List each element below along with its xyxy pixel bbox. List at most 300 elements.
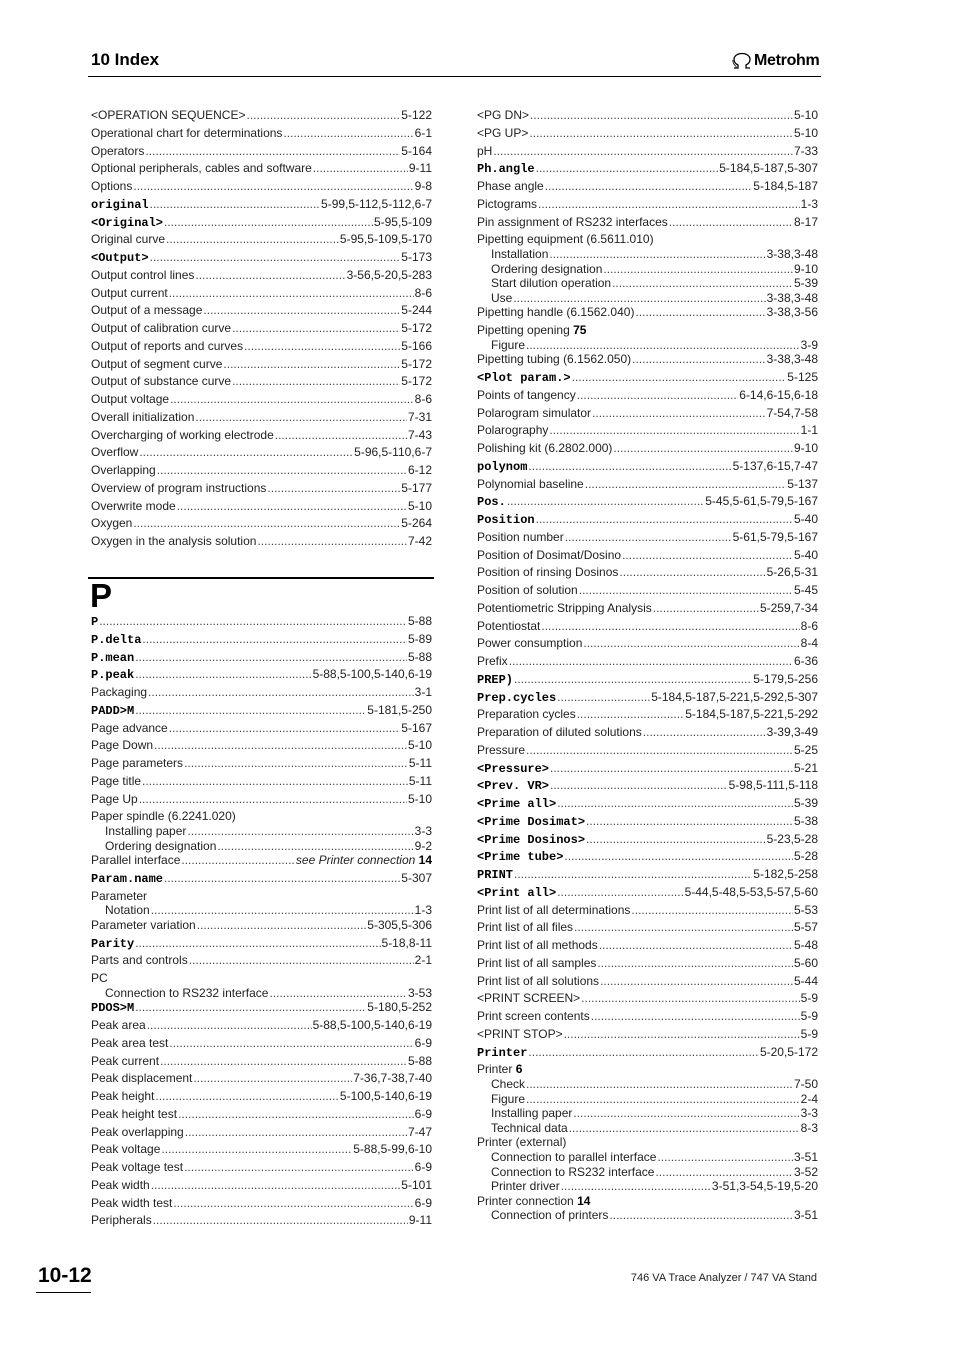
index-term: Output of a message — [91, 303, 203, 318]
index-heading-term: Printer — [477, 1062, 513, 1077]
page-reference: 3-3 — [800, 1106, 818, 1121]
index-term: Overview of program instructions — [91, 480, 267, 495]
page-reference: 7-36,7-38,7-40 — [353, 1071, 432, 1086]
index-term: Peak voltage — [91, 1142, 161, 1157]
dot-leader — [577, 388, 739, 402]
index-entry — [477, 126, 818, 140]
index-entry — [477, 991, 818, 1005]
index-entry — [477, 512, 818, 527]
index-entry — [91, 1160, 432, 1174]
index-term: Potentiometric Stripping Analysis — [477, 600, 652, 615]
page-reference: 3-9 — [800, 337, 818, 352]
index-entry — [491, 247, 818, 261]
index-entry — [491, 262, 818, 276]
page-number: 10-12 — [38, 1264, 92, 1287]
index-term: Peak width test — [91, 1195, 173, 1210]
dot-leader — [507, 494, 704, 508]
page-reference: 5-167 — [401, 720, 432, 735]
index-term: Polynomial baseline — [477, 476, 584, 491]
index-term: Installing paper — [491, 1106, 573, 1121]
dot-leader — [586, 832, 766, 846]
page-reference: 7-50 — [793, 1077, 818, 1091]
page-reference: 5-122 — [401, 108, 432, 122]
index-entry — [91, 1178, 432, 1192]
index-entry — [491, 276, 818, 290]
dot-leader — [181, 853, 295, 867]
index-term: Parity — [91, 936, 135, 951]
dot-leader — [583, 636, 799, 650]
page-reference: 7-54,7-58 — [766, 405, 818, 420]
index-term: Peak height test — [91, 1106, 178, 1121]
dot-leader — [154, 738, 407, 752]
index-term: Peak height — [91, 1089, 155, 1104]
index-term: Page Up — [91, 791, 138, 806]
index-term: Original curve — [91, 232, 166, 247]
index-term: <Prev. VR> — [477, 779, 550, 794]
index-term: <Prime tube> — [477, 850, 564, 865]
page-reference: 8-3 — [800, 1120, 818, 1135]
page-reference: 7-33 — [793, 143, 818, 158]
page-reference: 9-11 — [408, 161, 432, 176]
index-entry — [91, 667, 432, 682]
index-term: Param.name — [91, 871, 164, 886]
index-term: Print list of all methods — [477, 938, 598, 952]
page-reference: 5-305,5-306 — [367, 917, 432, 932]
dot-leader — [189, 953, 414, 967]
index-heading — [91, 809, 236, 823]
dot-leader — [509, 654, 793, 668]
page-reference: 3-51 — [793, 1149, 818, 1164]
page-reference: see Printer connection 14 — [295, 853, 432, 868]
index-entry — [91, 463, 432, 477]
dot-leader — [528, 459, 731, 473]
dot-leader — [173, 1196, 413, 1210]
page-reference: 5-125 — [787, 370, 818, 384]
index-term: Page advance — [91, 720, 168, 735]
page-reference: 9-11 — [408, 1213, 432, 1228]
dot-leader — [195, 410, 407, 424]
index-entry — [91, 516, 432, 530]
dot-leader — [536, 512, 793, 526]
dot-leader — [164, 871, 400, 885]
dot-leader — [184, 1160, 414, 1174]
index-term: PDOS>M — [91, 1001, 135, 1016]
dot-leader — [193, 1071, 352, 1085]
page-reference: 5-173 — [401, 250, 432, 264]
index-entry — [477, 903, 818, 917]
index-entry — [91, 703, 432, 718]
index-term: Overwrite mode — [91, 498, 176, 513]
index-entry — [477, 459, 818, 474]
page-reference: 6-12 — [407, 463, 432, 477]
page-reference: 9-10 — [793, 261, 818, 276]
index-entry — [491, 1165, 818, 1179]
dot-leader — [232, 321, 400, 335]
page-reference: 5-10 — [793, 125, 818, 140]
index-term: Print list of all samples — [477, 955, 597, 970]
dot-leader — [514, 867, 752, 881]
page-reference: 3-39,3-49 — [766, 725, 818, 739]
index-term: Output voltage — [91, 392, 170, 406]
dot-leader — [549, 423, 799, 437]
index-heading — [477, 323, 586, 337]
dot-leader — [536, 161, 719, 175]
dot-leader — [197, 918, 367, 932]
index-entry — [91, 499, 432, 513]
index-entry — [477, 565, 818, 579]
index-entry — [91, 268, 432, 282]
index-entry — [91, 918, 432, 932]
dot-leader — [622, 548, 793, 562]
dot-leader — [195, 268, 345, 282]
index-term: Peripherals — [91, 1213, 152, 1228]
index-entry — [477, 743, 818, 757]
index-entry — [91, 774, 432, 788]
index-entry — [91, 738, 432, 752]
index-term: Polarography — [477, 423, 549, 438]
page-reference: 5-9 — [800, 991, 818, 1006]
dot-leader — [603, 262, 793, 276]
index-term: Peak voltage test — [91, 1160, 184, 1175]
index-entry — [477, 885, 818, 900]
index-term: Phase angle — [477, 179, 544, 193]
index-entry — [91, 392, 432, 406]
index-heading-term: PC — [91, 971, 108, 986]
index-term: Print list of all solutions — [477, 973, 600, 988]
index-term: <PRINT SCREEN> — [477, 991, 581, 1006]
page-reference: 5-259,7-34 — [759, 600, 818, 615]
index-term: Oxygen in the analysis solution — [91, 534, 257, 548]
page-reference: 1-3 — [414, 903, 432, 918]
dot-leader — [526, 338, 800, 352]
index-entry — [477, 548, 818, 562]
index-entry — [477, 832, 818, 847]
index-heading — [477, 1062, 522, 1076]
index-term: Peak overlapping — [91, 1124, 184, 1139]
index-term: Parameter variation — [91, 917, 196, 932]
page-reference: 8-6 — [800, 618, 818, 633]
dot-leader — [257, 534, 407, 548]
page-reference: 5-88,5-100,5-140,6-19 — [312, 1018, 432, 1033]
page-reference: 5-181,5-250 — [367, 702, 432, 717]
page-reference: 6-9 — [414, 1160, 432, 1175]
dot-leader — [313, 161, 408, 175]
index-entry — [91, 357, 432, 371]
index-term: Options — [91, 179, 133, 193]
index-entry — [91, 1107, 432, 1121]
dot-leader — [275, 428, 407, 442]
page-reference: 3-53 — [407, 985, 432, 1000]
index-entry — [477, 352, 818, 366]
dot-leader — [169, 286, 414, 300]
page-reference: 1-3 — [800, 196, 818, 211]
page-reference: 5-26,5-31 — [766, 565, 818, 580]
index-term: <Original> — [91, 215, 164, 230]
page-reference: 6-9 — [414, 1106, 432, 1121]
page-reference: 5-10 — [793, 108, 818, 122]
dot-leader — [631, 903, 793, 917]
index-heading-term: Printer (external) — [477, 1135, 567, 1150]
index-term: Page Down — [91, 738, 154, 753]
page-reference: 3-38,3-48 — [766, 290, 818, 305]
page-reference: 5-88,5-100,5-140,6-19 — [312, 667, 432, 682]
index-heading-chapter: 14 — [577, 1193, 591, 1208]
index-heading-term: Pipetting equipment (6.5611.010) — [477, 232, 654, 247]
index-entry — [91, 374, 432, 388]
index-entry — [477, 441, 818, 455]
index-term: Power consumption — [477, 636, 583, 651]
index-entry — [477, 161, 818, 176]
dot-leader — [148, 685, 414, 699]
dot-leader — [267, 481, 400, 495]
index-term: Position of Dosimat/Dosino — [477, 547, 622, 562]
page-reference: 2-4 — [800, 1091, 818, 1106]
section-rule — [88, 577, 434, 579]
index-entry — [477, 956, 818, 970]
page-reference: 5-11 — [408, 756, 432, 770]
header-rule — [88, 76, 821, 77]
index-term: P.mean — [91, 650, 135, 665]
dot-leader — [581, 991, 800, 1005]
brand-logo — [732, 50, 824, 72]
index-heading-term: Paper spindle (6.2241.020) — [91, 809, 236, 824]
dot-leader — [579, 583, 793, 597]
dot-leader — [166, 232, 339, 246]
dot-leader — [184, 756, 408, 770]
dot-leader — [514, 672, 752, 686]
dot-leader — [133, 179, 413, 193]
page-reference: 5-9 — [800, 1026, 818, 1041]
index-term: Ordering designation — [491, 261, 603, 276]
index-heading-chapter: 6 — [515, 1062, 523, 1077]
index-entry — [477, 725, 818, 739]
index-term: Ph.angle — [477, 162, 535, 177]
index-term: Output control lines — [91, 267, 195, 282]
dot-leader — [613, 441, 793, 455]
page-reference: 6-36 — [793, 654, 818, 668]
index-term: original — [91, 197, 149, 212]
index-entry — [91, 179, 432, 193]
dot-leader — [591, 1009, 800, 1023]
dot-leader — [643, 725, 766, 739]
index-entry — [91, 1142, 432, 1156]
index-term: Output of reports and curves — [91, 338, 244, 353]
page-reference: 5-99,5-112,5-112,6-7 — [321, 196, 432, 211]
index-term: Pipetting handle (6.1562.040) — [477, 305, 635, 320]
dot-leader — [635, 305, 765, 319]
page-reference: 5-28 — [793, 849, 818, 864]
dot-leader — [574, 920, 793, 934]
dot-leader — [161, 1142, 352, 1156]
index-entry — [91, 1196, 432, 1210]
index-entry — [477, 636, 818, 650]
index-term: Overlapping — [91, 463, 156, 477]
index-entry — [477, 761, 818, 776]
index-entry — [491, 291, 818, 305]
index-entry — [491, 1092, 818, 1106]
page-reference: 5-38 — [793, 813, 818, 828]
dot-leader — [150, 250, 401, 264]
dot-leader — [142, 632, 407, 646]
dot-leader — [283, 126, 413, 140]
page-reference: 8-17 — [793, 214, 818, 229]
dot-leader — [232, 374, 400, 388]
page-reference: 5-179,5-256 — [753, 671, 818, 686]
index-term: Print list of all files — [477, 920, 574, 935]
page-reference: 5-137,6-15,7-47 — [732, 458, 818, 473]
dot-leader — [526, 1077, 793, 1091]
page-reference: 7-47 — [407, 1124, 432, 1139]
page-reference: 9-10 — [793, 441, 818, 455]
page-reference: 5-10 — [407, 738, 432, 753]
index-term: Peak area test — [91, 1035, 169, 1050]
index-term: Potentiostat — [477, 618, 541, 633]
page-reference: 5-10 — [407, 791, 432, 806]
page-reference: 5-11 — [408, 773, 432, 788]
index-term: polynom — [477, 459, 528, 474]
index-entry — [91, 685, 432, 699]
index-term: Pressure — [477, 742, 526, 757]
index-term: <Prime all> — [477, 797, 557, 811]
index-term: Peak displacement — [91, 1071, 193, 1086]
dot-leader — [612, 276, 793, 290]
dot-leader — [561, 1179, 711, 1193]
index-entry — [91, 1018, 432, 1032]
index-term: Page parameters — [91, 756, 184, 770]
index-entry — [477, 406, 818, 420]
index-entry — [91, 445, 432, 459]
index-entry — [91, 792, 432, 806]
dot-leader — [269, 986, 407, 1000]
index-term: Pictograms — [477, 196, 538, 211]
index-term: Polishing kit (6.2802.000) — [477, 441, 613, 455]
dot-leader — [577, 707, 685, 721]
page-reference: 5-101 — [401, 1177, 432, 1192]
index-entry — [491, 338, 818, 352]
page-reference: 6-14,6-15,6-18 — [739, 387, 818, 402]
index-term: <Pressure> — [477, 761, 550, 776]
page-reference: 5-177 — [401, 480, 432, 495]
index-term: Figure — [491, 1091, 526, 1106]
index-term: Optional peripherals, cables and software — [91, 161, 312, 176]
page-reference: 7-43 — [407, 427, 432, 442]
index-term: Packaging — [91, 685, 148, 699]
index-entry — [91, 1000, 432, 1015]
index-entry — [477, 583, 818, 597]
dot-leader — [541, 619, 799, 633]
index-entry — [477, 305, 818, 319]
index-term: PADD>M — [91, 703, 135, 718]
index-term: Output of calibration curve — [91, 321, 232, 335]
index-term: <Print all> — [477, 885, 557, 900]
index-entry — [477, 867, 818, 882]
index-entry — [105, 986, 432, 1000]
dot-leader — [493, 144, 793, 158]
index-entry — [491, 1106, 818, 1120]
page-reference: 1-1 — [800, 423, 818, 438]
index-term: P.peak — [91, 668, 135, 683]
page-reference: 8-4 — [800, 636, 818, 651]
index-term: Pipetting tubing (6.1562.050) — [477, 352, 632, 367]
index-term: Check — [491, 1077, 526, 1091]
dot-leader — [151, 903, 414, 917]
index-entry — [105, 824, 432, 838]
index-entry — [91, 321, 432, 335]
dot-leader — [244, 339, 400, 353]
page-header-title: 10 Index — [91, 50, 160, 69]
index-entry — [477, 974, 818, 988]
index-entry — [477, 707, 818, 721]
index-term: Overflow — [91, 445, 139, 460]
index-term: Preparation of diluted solutions — [477, 725, 642, 739]
index-entry — [91, 481, 432, 495]
index-entry — [91, 1036, 432, 1050]
dot-leader — [526, 743, 793, 757]
index-term: Preparation cycles — [477, 707, 576, 722]
dot-leader — [187, 824, 413, 838]
index-term: Page title — [91, 773, 142, 788]
index-term: Connection of printers — [491, 1208, 609, 1223]
page-reference: 5-88 — [407, 614, 432, 628]
dot-leader — [157, 463, 407, 477]
index-term: Position number — [477, 529, 564, 544]
index-entry — [477, 1009, 818, 1023]
dot-leader — [147, 1018, 312, 1032]
index-term: Installation — [491, 247, 549, 261]
dot-leader — [526, 1092, 800, 1106]
index-entry — [477, 197, 818, 211]
index-term: Peak width — [91, 1177, 150, 1192]
index-entry — [477, 938, 818, 952]
dot-leader — [177, 499, 407, 513]
dot-leader — [585, 477, 787, 491]
brand-name: Metrohm — [754, 52, 820, 69]
index-entry — [91, 871, 432, 886]
index-entry — [91, 126, 432, 140]
page-reference: 7-42 — [407, 534, 432, 548]
dot-leader — [153, 1213, 408, 1227]
dot-leader — [151, 1178, 401, 1192]
index-term: Parts and controls — [91, 953, 188, 968]
page-reference: 3-51 — [793, 1208, 818, 1223]
dot-leader — [592, 406, 766, 420]
index-term: Notation — [105, 903, 150, 918]
dot-leader — [150, 197, 320, 211]
index-entry — [91, 339, 432, 353]
dot-leader — [246, 108, 400, 122]
index-term: <Prime Dosinos> — [477, 832, 586, 847]
dot-leader — [135, 1000, 366, 1014]
dot-leader — [586, 814, 793, 828]
index-term: Prefix — [477, 654, 508, 668]
index-term: Pos. — [477, 495, 506, 510]
dot-leader — [135, 703, 366, 717]
index-entry — [91, 650, 432, 665]
index-term: Connection to RS232 interface — [105, 985, 269, 1000]
index-entry — [91, 1071, 432, 1085]
index-entry — [477, 619, 818, 633]
index-entry — [91, 936, 432, 951]
index-entry — [477, 477, 818, 491]
dot-leader — [135, 650, 407, 664]
index-entry — [91, 428, 432, 442]
index-entry — [91, 410, 432, 424]
index-entry — [91, 250, 432, 265]
page-reference: 5-244 — [401, 303, 432, 318]
index-term: P.delta — [91, 632, 142, 647]
index-entry — [105, 839, 432, 853]
dot-leader — [169, 1036, 413, 1050]
